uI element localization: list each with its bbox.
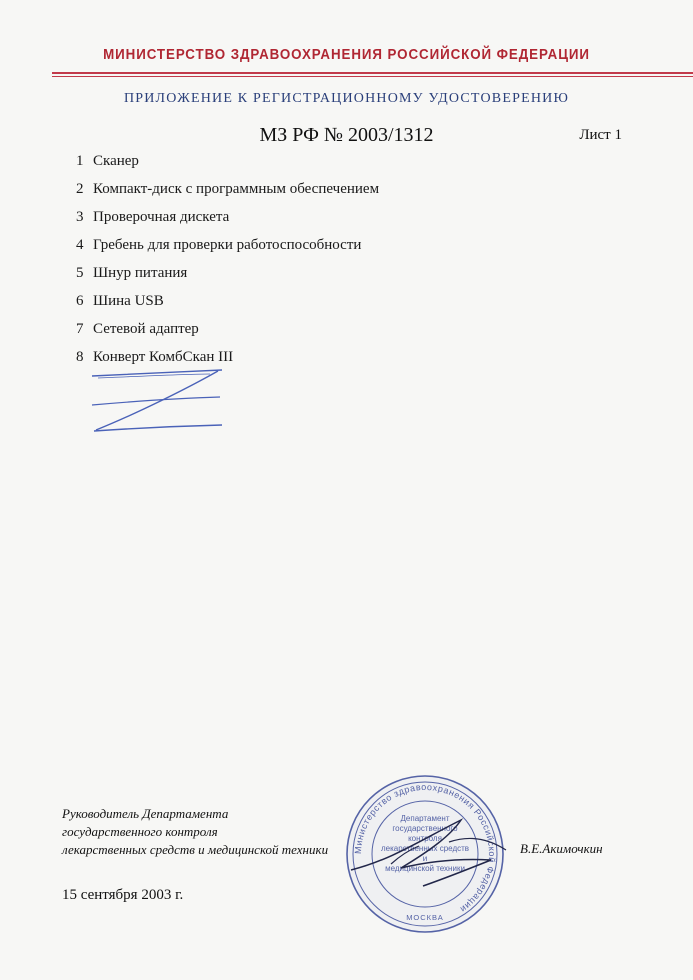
sheet-number: Лист 1: [579, 127, 622, 143]
list-item: [76, 263, 379, 291]
item-text: Шина USB: [93, 293, 164, 309]
handwritten-z-mark: [88, 368, 228, 438]
document-date: 15 сентября 2003 г.: [62, 887, 184, 903]
header-rule-thin: [52, 76, 693, 77]
item-number: 2: [76, 181, 84, 197]
item-text: Гребень для проверки работоспособности: [93, 237, 362, 253]
seal-center-line-2: государственного: [392, 824, 458, 833]
item-text: Проверочная дискета: [93, 209, 230, 225]
list-item: [76, 151, 379, 179]
ministry-header: МИНИСТЕРСТВО ЗДРАВООХРАНЕНИЯ РОССИЙСКОЙ ФЕДЕРАЦИИ: [103, 47, 590, 63]
seal-center-line-3: контроля: [408, 834, 442, 843]
item-text: Шнур питания: [93, 265, 188, 281]
signer-name: В.Е.Акимочкин: [520, 841, 603, 856]
item-number: 7: [76, 321, 84, 337]
item-number: 1: [76, 153, 84, 169]
signatory-position: [62, 805, 328, 859]
seal-ring-text: Министерство здравоохранения Российской Федерации: [352, 781, 498, 915]
list-item: [76, 235, 379, 263]
item-number: 5: [76, 265, 84, 281]
position-line-2: государственного контроля: [62, 824, 218, 839]
items-list: [76, 151, 379, 375]
seal-center-line-6: медицинской техники: [385, 864, 465, 873]
registration-number: МЗ РФ № 2003/1312: [259, 124, 434, 146]
item-number: 3: [76, 209, 84, 225]
list-item: [76, 291, 379, 319]
position-line-3: лекарственных средств и медицинской техники: [62, 842, 329, 857]
appendix-title: ПРИЛОЖЕНИЕ К РЕГИСТРАЦИОННОМУ УДОСТОВЕРЕНИЮ: [123, 91, 570, 106]
header-rule-thick: [52, 72, 693, 74]
list-item: [76, 179, 379, 207]
official-seal: [341, 770, 509, 938]
handwritten-signature: [331, 790, 531, 910]
position-line-1: Руководитель Департамента: [62, 806, 229, 821]
item-text: Конверт КомбСкан III: [93, 349, 234, 365]
seal-center-line-1: Департамент: [400, 814, 450, 823]
item-text: Сетевой адаптер: [93, 321, 199, 337]
seal-city: МОСКВА: [406, 913, 444, 922]
item-text: Компакт-диск с программным обеспечением: [93, 181, 380, 197]
item-number: 4: [76, 237, 84, 253]
item-number: 6: [76, 293, 84, 309]
list-item: [76, 207, 379, 235]
seal-center-line-5: и: [422, 854, 428, 863]
item-text: Сканер: [93, 153, 139, 169]
item-number: 8: [76, 349, 84, 365]
seal-center-line-4: лекарственных средств: [380, 844, 470, 853]
list-item: [76, 319, 379, 347]
